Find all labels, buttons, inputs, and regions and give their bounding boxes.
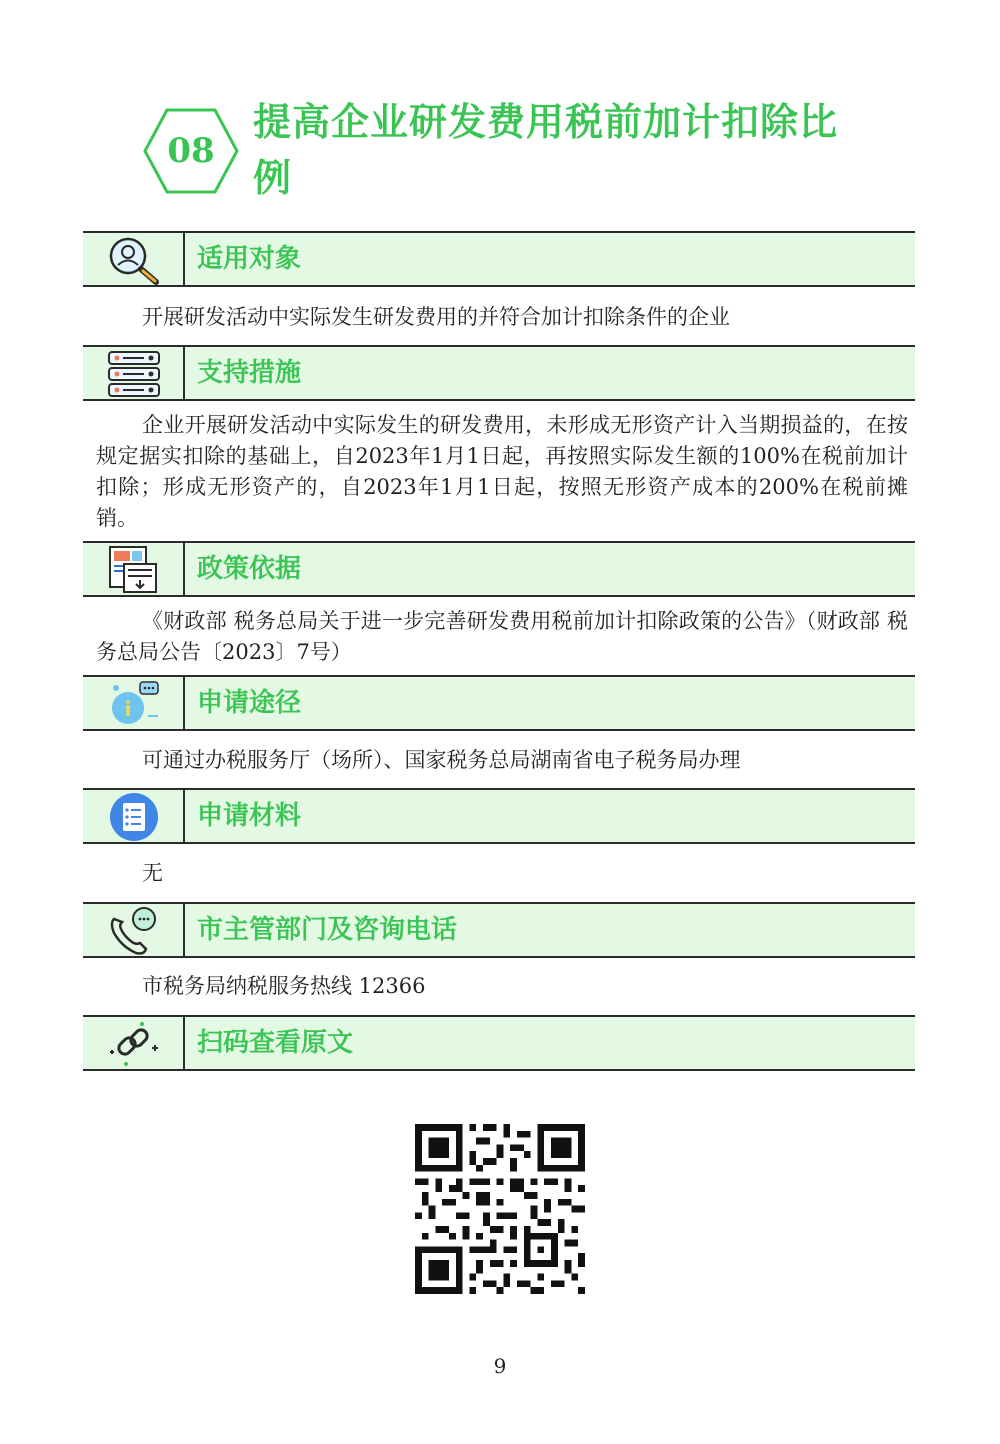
section-text: 市税务局纳税服务热线 12366 [142,974,426,998]
section-text: 可通过办税服务厅（场所）、国家税务总局湖南省电子税务局办理 [142,748,741,772]
section-text: 《财政部 税务总局关于进一步完善研发费用税前加计扣除政策的公告》（财政部 税务总局公告〔2023〕7号） [96,609,908,664]
section-bar-measures [83,345,915,401]
svg-text:i: i [124,697,132,721]
section-bar-qr [83,1015,915,1071]
page-header [143,100,903,210]
section-label: 支持措施 [197,358,302,388]
person-search-icon [106,234,162,286]
link-chain-icon [106,1018,162,1070]
section-bar-target [83,231,915,287]
document-report-icon [106,544,162,596]
section-number-badge [143,108,239,194]
section-text: 无 [142,861,163,885]
section-number: 08 [167,131,215,171]
info-chat-icon [106,678,162,730]
section-label: 市主管部门及咨询电话 [197,915,458,945]
phone-chat-icon [106,905,162,957]
section-label: 申请途径 [197,688,302,718]
section-label: 申请材料 [197,801,302,831]
section-label: 扫码查看原文 [197,1028,354,1058]
section-bar-channel [83,675,915,731]
section-bar-contact [83,902,915,958]
section-bar-materials [83,788,915,844]
section-label: 政策依据 [197,554,302,584]
section-text: 企业开展研发活动中实际发生的研发费用，未形成无形资产计入当期损益的，在按规定据实扣除的基础上，自2023年1月1日起，再按照实际发生额的100%在税前加计扣除；形成无形资产的，自2023年1月1日起，按照无形资产成本的200%在税前摊销。 [96,413,908,530]
section-text: 开展研发活动中实际发生研发费用的并符合加计扣除条件的企业 [142,305,730,329]
list-document-icon [106,791,162,843]
page-number: 9 [493,1354,507,1378]
section-label: 适用对象 [197,244,302,274]
server-list-icon [106,348,162,400]
qr-code-image[interactable] [415,1124,585,1294]
section-bar-basis [83,541,915,597]
page-title: 提高企业研发费用税前加计扣除比例 [253,100,839,200]
